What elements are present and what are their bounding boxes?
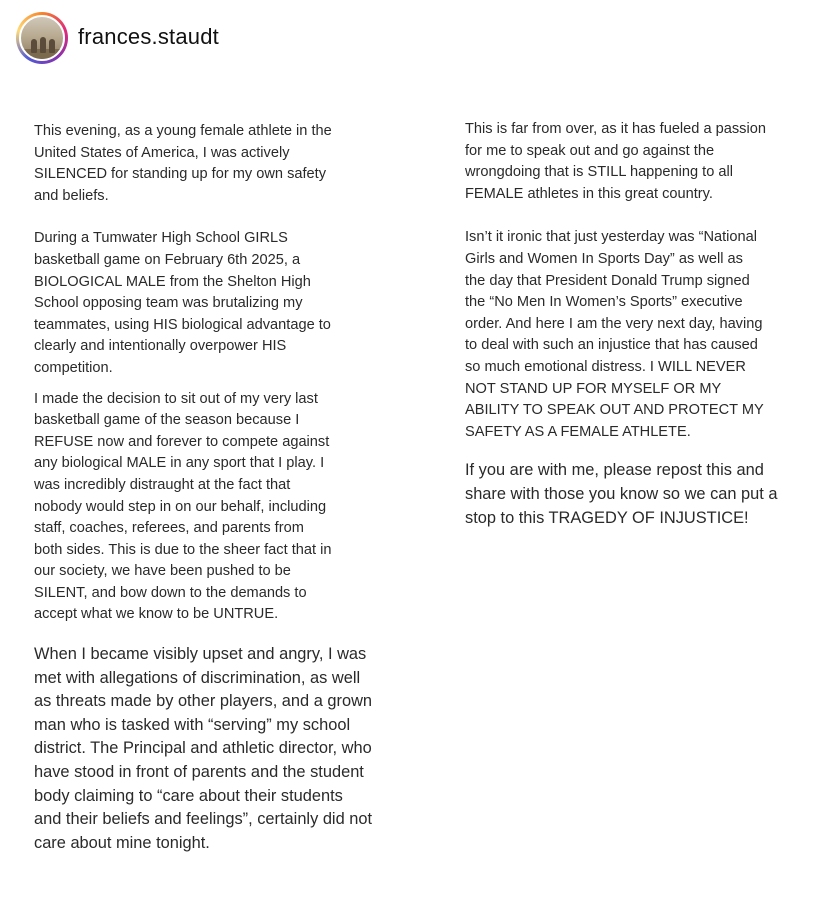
post-text-left-column: [34, 121, 414, 855]
paragraph: [465, 227, 834, 443]
text-line: United States of America, I was actively: [34, 144, 290, 161]
text-line: staff, coaches, referees, and parents from: [34, 520, 304, 537]
text-line: share with those you know so we can put a: [465, 484, 778, 503]
text-line: If you are with me, please repost this and: [465, 461, 764, 480]
text-line: to deal with such an injustice that has caused: [465, 337, 758, 354]
text-line: SAFETY AS A FEMALE ATHLETE.: [465, 423, 691, 440]
text-line: so much emotional distress. I WILL NEVER: [465, 358, 746, 375]
text-line: REFUSE now and forever to compete against: [34, 433, 330, 450]
text-line: have stood in front of parents and the student: [34, 763, 364, 782]
paragraph: [465, 459, 834, 530]
text-line: clearly and intentionally overpower HIS: [34, 338, 287, 355]
text-line: FEMALE athletes in this great country.: [465, 185, 713, 202]
text-line: our society, we have been pushed to be: [34, 563, 291, 580]
text-line: the day that President Donald Trump signed: [465, 272, 750, 289]
paragraph: [34, 643, 414, 855]
text-line: During a Tumwater High School GIRLS: [34, 230, 288, 247]
text-line: competition.: [34, 359, 113, 376]
text-line: BIOLOGICAL MALE from the Shelton High: [34, 273, 311, 290]
text-line: and their beliefs and feelings”, certainly did not: [34, 810, 373, 829]
text-line: wrongdoing that is STILL happening to all: [465, 164, 734, 181]
text-line: for me to speak out and go against the: [465, 142, 715, 159]
text-line: Isn’t it ironic that just yesterday was “National: [465, 229, 757, 246]
text-line: When I became visibly upset and angry, I was: [34, 645, 367, 664]
text-line: stop to this TRAGEDY OF INJUSTICE!: [465, 508, 749, 527]
text-line: as threats made by other players, and a grown: [34, 692, 373, 711]
avatar[interactable]: [19, 15, 65, 61]
text-line: and beliefs.: [34, 187, 109, 204]
text-line: the “No Men In Women’s Sports” executive: [465, 294, 743, 311]
text-line: NOT STAND UP FOR MYSELF OR MY: [465, 380, 722, 397]
text-line: Girls and Women In Sports Day” as well as: [465, 250, 743, 267]
avatar-figure: [49, 39, 55, 53]
text-line: both sides. This is due to the sheer fact that in: [34, 541, 332, 558]
text-line: This is far from over, as it has fueled a passion: [465, 121, 766, 137]
text-line: basketball game on February 6th 2025, a: [34, 251, 301, 268]
text-line: any biological MALE in any sport that I play. I: [34, 455, 325, 472]
avatar-figure: [40, 37, 46, 53]
paragraph: [34, 389, 414, 627]
text-line: order. And here I am the very next day, having: [465, 315, 763, 332]
text-line: man who is tasked with “serving” my school: [34, 715, 351, 734]
text-line: I made the decision to sit out of my very last: [34, 390, 318, 407]
text-line: was incredibly distraught at the fact that: [34, 476, 291, 493]
text-line: SILENT, and bow down to the demands to: [34, 584, 307, 601]
post-text-right-column: [465, 119, 834, 530]
text-line: basketball game of the season because I: [34, 412, 300, 429]
avatar-figure: [31, 39, 37, 53]
paragraph: [465, 119, 834, 205]
text-line: met with allegations of discrimination, as well: [34, 668, 361, 687]
text-line: SILENCED for standing up for my own safety: [34, 166, 327, 183]
post-header: [0, 0, 834, 75]
paragraph: [34, 228, 414, 379]
username-link[interactable]: frances.staudt: [78, 24, 219, 49]
text-line: teammates, using HIS biological advantage to: [34, 316, 331, 333]
text-line: body claiming to “care about their students: [34, 786, 343, 805]
paragraph: [34, 121, 414, 207]
text-line: district. The Principal and athletic director, who: [34, 739, 372, 758]
text-line: accept what we know to be UNTRUE.: [34, 606, 279, 623]
story-ring[interactable]: [16, 12, 68, 64]
text-line: School opposing team was brutalizing my: [34, 295, 303, 312]
text-line: This evening, as a young female athlete in the: [34, 123, 332, 139]
text-line: ABILITY TO SPEAK OUT AND PROTECT MY: [465, 402, 764, 419]
text-line: nobody would step in on our behalf, including: [34, 498, 327, 515]
text-line: care about mine tonight.: [34, 833, 210, 852]
